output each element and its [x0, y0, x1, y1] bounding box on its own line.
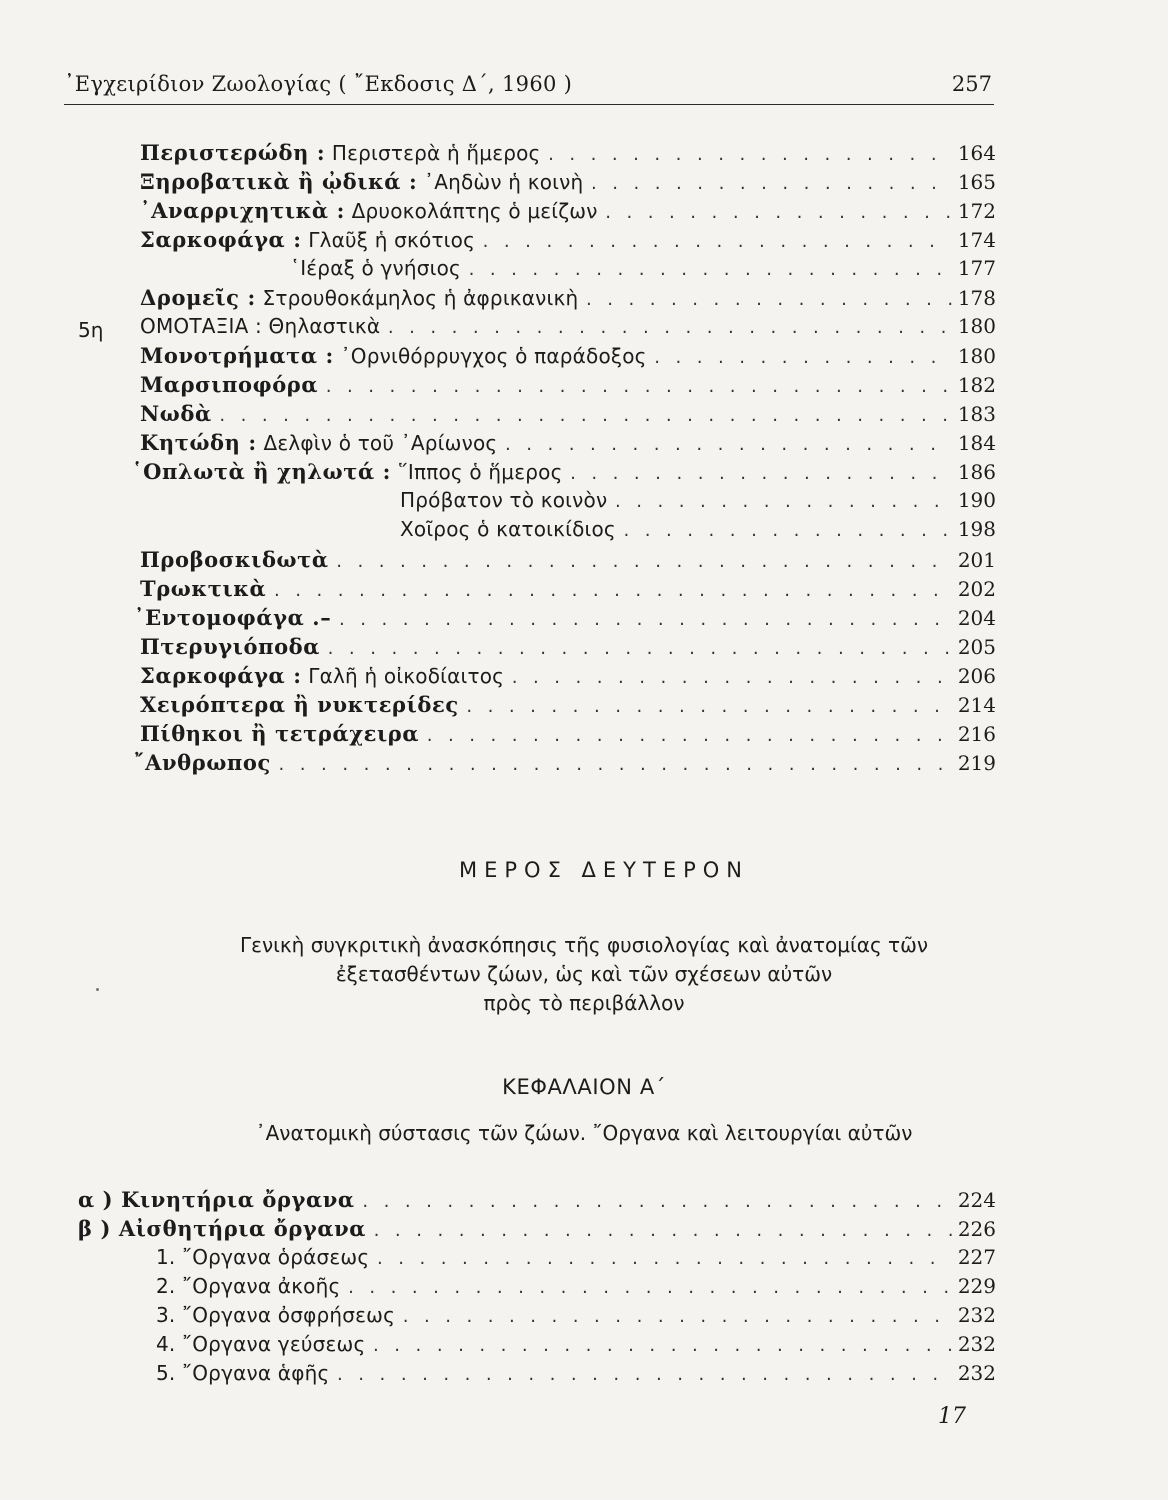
- dot-leader: [371, 1337, 951, 1355]
- dot-leader: [653, 349, 952, 367]
- toc-entry-text: Δελφὶν ὁ τοῦ ᾿Αρίωνος: [263, 431, 498, 455]
- toc-entry-heading: Μαρσιποφόρα: [140, 372, 319, 397]
- dot-leader: [569, 465, 952, 483]
- toc-entry-heading: Προβοσκιδωτὰ: [140, 547, 329, 572]
- dot-leader: [510, 669, 952, 687]
- toc-entry: [290, 256, 996, 286]
- toc-entry-text: 4. ῎Οργανα γεύσεως: [156, 1332, 366, 1356]
- toc-entry-text: Δρυοκολάπτης ὁ μείζων: [351, 199, 598, 223]
- running-head-page-number: 257: [951, 72, 992, 96]
- toc-entry-page: 204: [957, 606, 996, 630]
- toc-entry-page: 202: [957, 577, 996, 601]
- dot-leader: [604, 204, 952, 222]
- toc-entry: [140, 343, 996, 373]
- folio-number: 17: [938, 1404, 966, 1429]
- dot-leader: [465, 698, 952, 716]
- dot-leader: [326, 640, 952, 658]
- toc-entry-text: ῞Ιππος ὁ ἥμερος: [397, 460, 563, 484]
- toc-entry-heading: ῾Οπλωτὰ ἢ χηλωτά :: [132, 459, 392, 484]
- toc-entry-text: Περιστερὰ ἡ ἥμερος: [331, 141, 541, 165]
- toc-entry-page: 183: [957, 402, 996, 426]
- toc-entry-heading: Περιστερώδη :: [140, 140, 326, 165]
- toc-entry-page: 201: [957, 548, 996, 572]
- toc-entry-text: 2. ῎Οργανα ἀκοῆς: [156, 1274, 341, 1298]
- toc-entry: [140, 227, 996, 257]
- toc-entry-heading: β ) Αἰσθητήρια ὄργανα: [78, 1216, 367, 1241]
- toc-entry-heading: ῎Ανθρωπος: [134, 750, 271, 775]
- dot-leader: [372, 1222, 952, 1240]
- running-head: [64, 70, 994, 105]
- toc-entry: [140, 692, 996, 722]
- dot-leader: [337, 611, 952, 629]
- toc-entry: [140, 140, 996, 170]
- toc-entry: [140, 634, 996, 664]
- part-two-title: ΜΕΡΟΣ ΔΕΥΤΕΡΟΝ: [459, 858, 749, 882]
- toc-entry-page: 205: [957, 635, 996, 659]
- toc-entry-heading: ᾿Εντομοφάγα .–: [134, 605, 332, 630]
- dot-leader: [503, 436, 951, 454]
- toc-entry-heading: α ) Κινητήρια ὄργανα: [78, 1187, 355, 1212]
- dot-leader: [375, 1250, 952, 1268]
- toc-entry: [140, 663, 996, 693]
- toc-entry-page: 182: [957, 373, 996, 397]
- dot-leader: [425, 727, 952, 745]
- toc-entry: [140, 401, 996, 431]
- toc-entry-page: 172: [957, 199, 996, 223]
- toc-entry-page: 178: [957, 286, 996, 310]
- chapter-title: ΚΕΦΑΛΑΙΟΝ Α΄: [502, 1075, 666, 1099]
- toc-entry: [134, 750, 996, 780]
- toc-entry-heading: Σαρκοφάγα :: [140, 663, 302, 688]
- chapter-subtitle: ᾿Ανατομικὴ σύστασις τῶν ζώων. ῎Οργανα καὶ λειτουργίαι αὐτῶν: [255, 1121, 913, 1145]
- toc-entry: [140, 547, 996, 577]
- dot-leader: [335, 1366, 951, 1384]
- part-two-subtitle-line: πρὸς τὸ περιβάλλον: [483, 991, 685, 1015]
- dot-leader: [361, 1193, 952, 1211]
- toc-entry-page: 180: [957, 314, 996, 338]
- chapter-toc-entry: [78, 1187, 996, 1217]
- dot-leader: [589, 175, 951, 193]
- toc-entry: [140, 169, 996, 199]
- toc-entry-heading: Μονοτρήματα :: [140, 343, 334, 368]
- toc-entry-page: 226: [957, 1217, 996, 1241]
- toc-entry-heading: Πίθηκοι ἢ τετράχειρα: [140, 721, 420, 746]
- toc-entry-page: 164: [957, 141, 996, 165]
- toc-entry-page: 224: [957, 1188, 996, 1212]
- toc-entry: [134, 605, 996, 635]
- toc-entry-text: Χοῖρος ὁ κατοικίδιος: [400, 517, 616, 541]
- dot-leader: [335, 553, 952, 571]
- toc-entry-page: 216: [957, 722, 996, 746]
- toc-entry: [140, 721, 996, 751]
- toc-entry-page: 229: [957, 1274, 996, 1298]
- dot-leader: [272, 582, 951, 600]
- toc-entry-text: ΟΜΟΤΑΞΙΑ : Θηλαστικὰ: [140, 314, 381, 338]
- toc-entry-heading: Κητώδη :: [140, 430, 257, 455]
- part-two-subtitle-line: ἐξετασθέντων ζώων, ὡς καὶ τῶν σχέσεων αὐτῶν: [335, 962, 833, 986]
- chapter-toc-subentry: [156, 1332, 996, 1362]
- class-ordinal-marker: 5η: [78, 318, 104, 342]
- toc-entry-page: 232: [957, 1332, 996, 1356]
- toc-entry: [140, 198, 996, 228]
- running-head-title: ᾿Εγχειρίδιον Ζωολογίας ( ῎Εκδοσις Δ΄, 1960 ): [64, 72, 573, 96]
- toc-entry-heading: Σαρκοφάγα :: [140, 227, 302, 252]
- chapter-toc-entry: [78, 1216, 996, 1246]
- toc-entry-text: Γαλῆ ἡ οἰκοδίαιτος: [308, 664, 505, 688]
- toc-entry-heading: Ξηροβατικὰ ἢ ᾠδικά :: [140, 169, 418, 194]
- toc-entry-class: [140, 314, 996, 344]
- toc-entry-heading: Τρωκτικὰ: [140, 576, 267, 601]
- toc-entry-heading: Νωδὰ: [140, 401, 212, 426]
- toc-entry-heading: ᾿Αναρριχητικὰ :: [140, 198, 345, 223]
- toc-entry-text: ᾿Ορνιθόρρυγχος ὁ παράδοξος: [340, 344, 647, 368]
- toc-entry-text: Γλαῦξ ἡ σκότιος: [308, 228, 476, 252]
- toc-entry-page: 227: [957, 1245, 996, 1269]
- toc-entry-text: ῾Ιέραξ ὁ γνήσιος: [290, 256, 461, 280]
- toc-entry-page: 190: [957, 488, 996, 512]
- toc-entry: [140, 430, 996, 460]
- toc-entry: [140, 372, 996, 402]
- dot-leader: [277, 756, 952, 774]
- toc-entry-heading: Δρομεῖς :: [140, 285, 256, 310]
- toc-entry: [140, 576, 996, 606]
- dot-leader: [346, 1279, 951, 1297]
- toc-entry-page: 198: [957, 517, 996, 541]
- dot-leader: [613, 493, 951, 511]
- toc-entry-text: Στρουθοκάμηλος ἡ ἀφρικανικὴ: [262, 286, 579, 310]
- toc-entry-text: 5. ῎Οργανα ἁφῆς: [156, 1361, 330, 1385]
- toc-entry-page: 184: [957, 431, 996, 455]
- dot-leader: [467, 261, 952, 279]
- print-speck: [96, 988, 99, 991]
- toc-entry: [140, 285, 996, 315]
- chapter-toc-subentry: [156, 1361, 996, 1391]
- dot-leader: [324, 378, 952, 396]
- toc-entry-heading: Χειρόπτερα ἢ νυκτερίδες: [140, 692, 459, 717]
- dot-leader: [386, 319, 952, 337]
- toc-entry-page: 232: [957, 1361, 996, 1385]
- toc-entry-text: Πρόβατον τὸ κοινὸν: [400, 488, 608, 512]
- part-two-subtitle-line: Γενικὴ συγκριτικὴ ἀνασκόπησις τῆς φυσιολογίας καὶ ἀνατομίας τῶν: [239, 933, 929, 957]
- toc-entry-page: 219: [957, 751, 996, 775]
- chapter-toc-subentry: [156, 1303, 996, 1333]
- toc-entry: [132, 459, 996, 489]
- chapter-toc-subentry: [156, 1245, 996, 1275]
- dot-leader: [401, 1308, 952, 1326]
- dot-leader: [481, 233, 952, 251]
- toc-entry-page: 206: [957, 664, 996, 688]
- toc-entry-page: 165: [957, 170, 996, 194]
- toc-entry: [400, 488, 996, 518]
- dot-leader: [584, 291, 951, 309]
- toc-entry-text: 3. ῎Οργανα ὀσφρήσεως: [156, 1303, 396, 1327]
- toc-entry-page: 186: [957, 460, 996, 484]
- toc-entry-page: 232: [957, 1303, 996, 1327]
- dot-leader: [218, 407, 952, 425]
- toc-entry-page: 177: [957, 256, 996, 280]
- dot-leader: [622, 522, 952, 540]
- toc-entry-page: 214: [957, 693, 996, 717]
- toc-entry-text: 1. ῎Οργανα ὁράσεως: [156, 1245, 370, 1269]
- chapter-toc-subentry: [156, 1274, 996, 1304]
- toc-entry-page: 180: [957, 344, 996, 368]
- toc-entry-heading: Πτερυγιόποδα: [140, 634, 321, 659]
- toc-entry-page: 174: [957, 228, 996, 252]
- toc-entry-text: ᾿Αηδὼν ἡ κοινὴ: [424, 170, 584, 194]
- dot-leader: [546, 146, 951, 164]
- toc-entry: [400, 517, 996, 547]
